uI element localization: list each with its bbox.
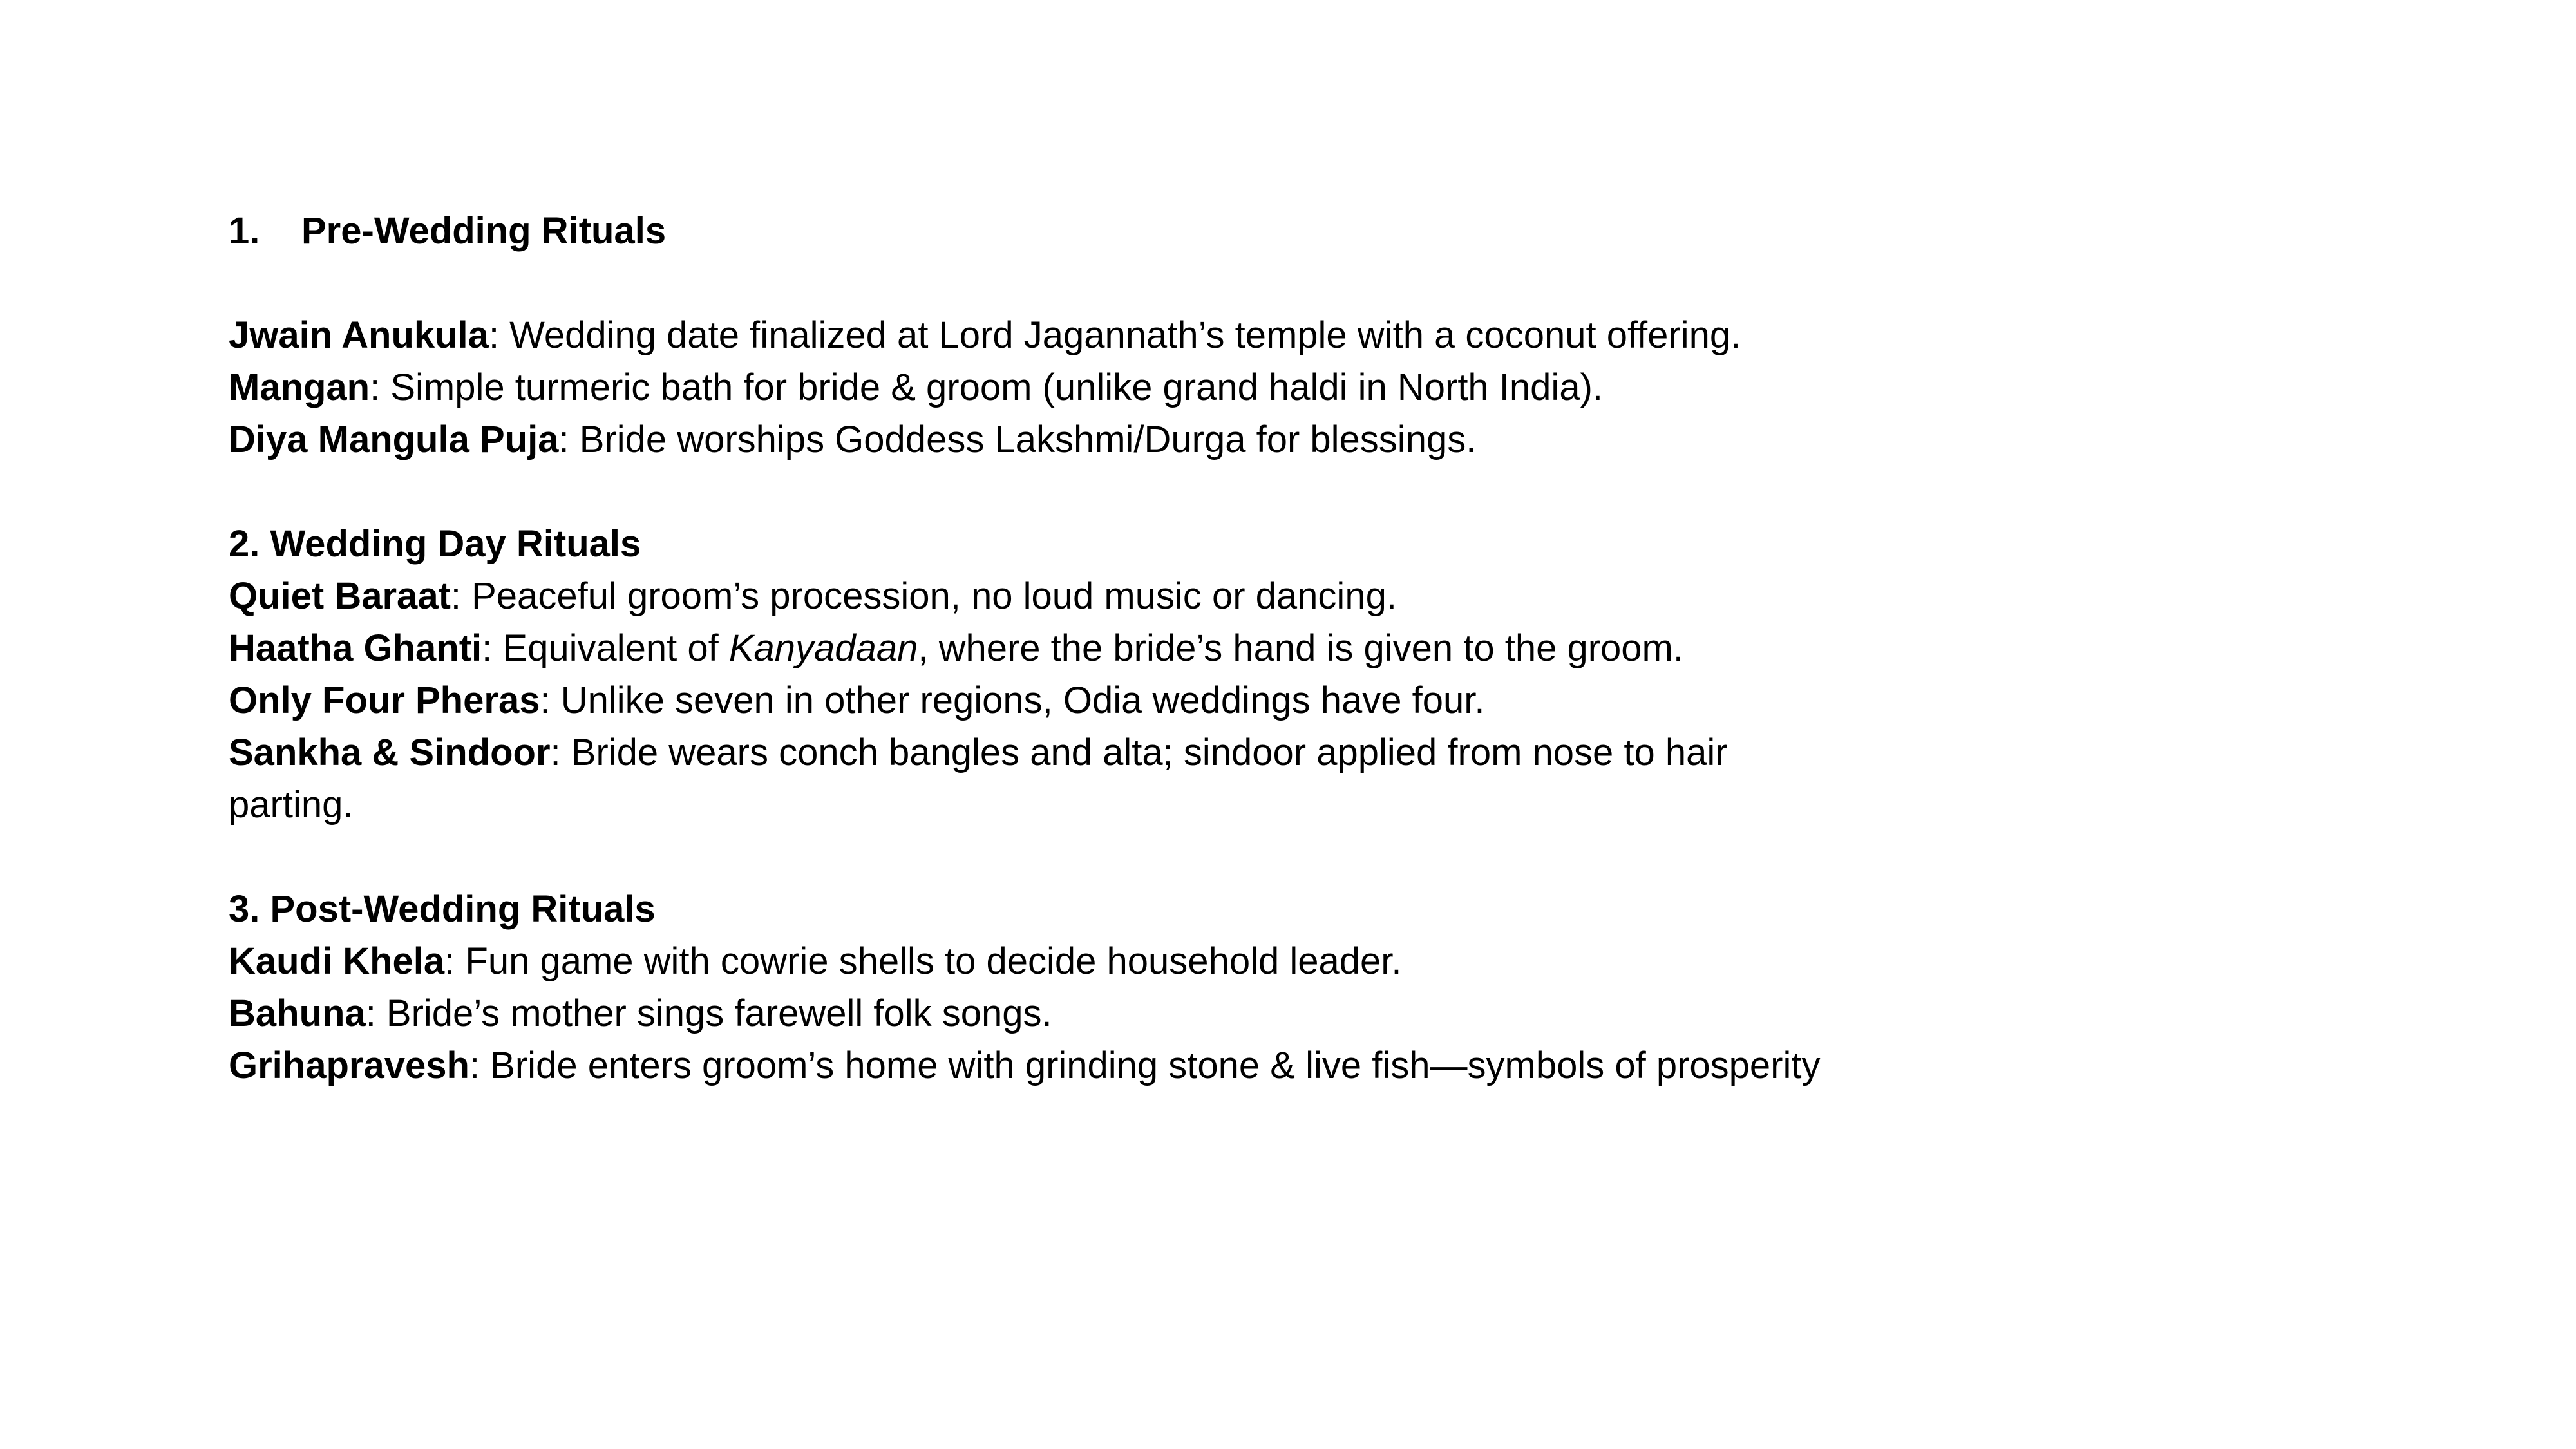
- item-description-italic: Kanyadaan: [728, 627, 918, 669]
- list-item: [229, 361, 1852, 413]
- item-description: : Bride wears conch bangles and alta; sindoor applied from nose to hair parting.: [229, 732, 1728, 826]
- section-title: Pre-Wedding Rituals: [301, 210, 667, 252]
- item-term: Jwain Anukula: [229, 314, 489, 356]
- item-description-before: : Equivalent of: [482, 627, 729, 669]
- item-term: Mangan: [229, 366, 370, 408]
- item-description: : Bride’s mother sings farewell folk songs.: [365, 992, 1052, 1034]
- item-term: Quiet Baraat: [229, 575, 451, 617]
- list-item: [229, 987, 1852, 1039]
- item-description: : Bride enters groom’s home with grinding stone & live fish—symbols of prosperity: [469, 1045, 1821, 1086]
- section-heading-wedding-day: 2. Wedding Day Rituals: [229, 523, 641, 565]
- section-heading-post-wedding: 3. Post-Wedding Rituals: [229, 888, 656, 930]
- item-description: : Bride worships Goddess Lakshmi/Durga for blessings.: [558, 419, 1477, 460]
- list-item: [229, 674, 1852, 726]
- section-number: 1.: [229, 210, 260, 252]
- spacer: [229, 257, 1852, 309]
- item-term: Diya Mangula Puja: [229, 419, 559, 460]
- list-item: [229, 726, 1852, 831]
- list-item: [229, 1039, 1852, 1092]
- list-item: [229, 935, 1852, 987]
- item-description: : Peaceful groom’s procession, no loud music or dancing.: [450, 575, 1397, 617]
- item-description: : Unlike seven in other regions, Odia weddings have four.: [540, 679, 1485, 721]
- list-item: [229, 570, 1852, 622]
- item-term: Grihapravesh: [229, 1045, 469, 1086]
- slide-content: [229, 205, 1852, 1092]
- item-term: Sankha & Sindoor: [229, 732, 551, 773]
- spacer: [229, 831, 1852, 883]
- list-item: [229, 413, 1852, 466]
- list-item: [229, 622, 1852, 674]
- item-term: Bahuna: [229, 992, 366, 1034]
- item-description: : Simple turmeric bath for bride & groom (unlike grand haldi in North India).: [370, 366, 1604, 408]
- list-item: [229, 309, 1852, 361]
- item-term: Haatha Ghanti: [229, 627, 482, 669]
- item-description: : Wedding date finalized at Lord Jagannath’s temple with a coconut offering.: [488, 314, 1741, 356]
- item-description: : Fun game with cowrie shells to decide household leader.: [444, 940, 1402, 982]
- section-heading-pre-wedding: [229, 205, 1852, 257]
- item-description-after: , where the bride’s hand is given to the groom.: [918, 627, 1683, 669]
- spacer: [229, 466, 1852, 518]
- item-term: Kaudi Khela: [229, 940, 445, 982]
- item-term: Only Four Pheras: [229, 679, 540, 721]
